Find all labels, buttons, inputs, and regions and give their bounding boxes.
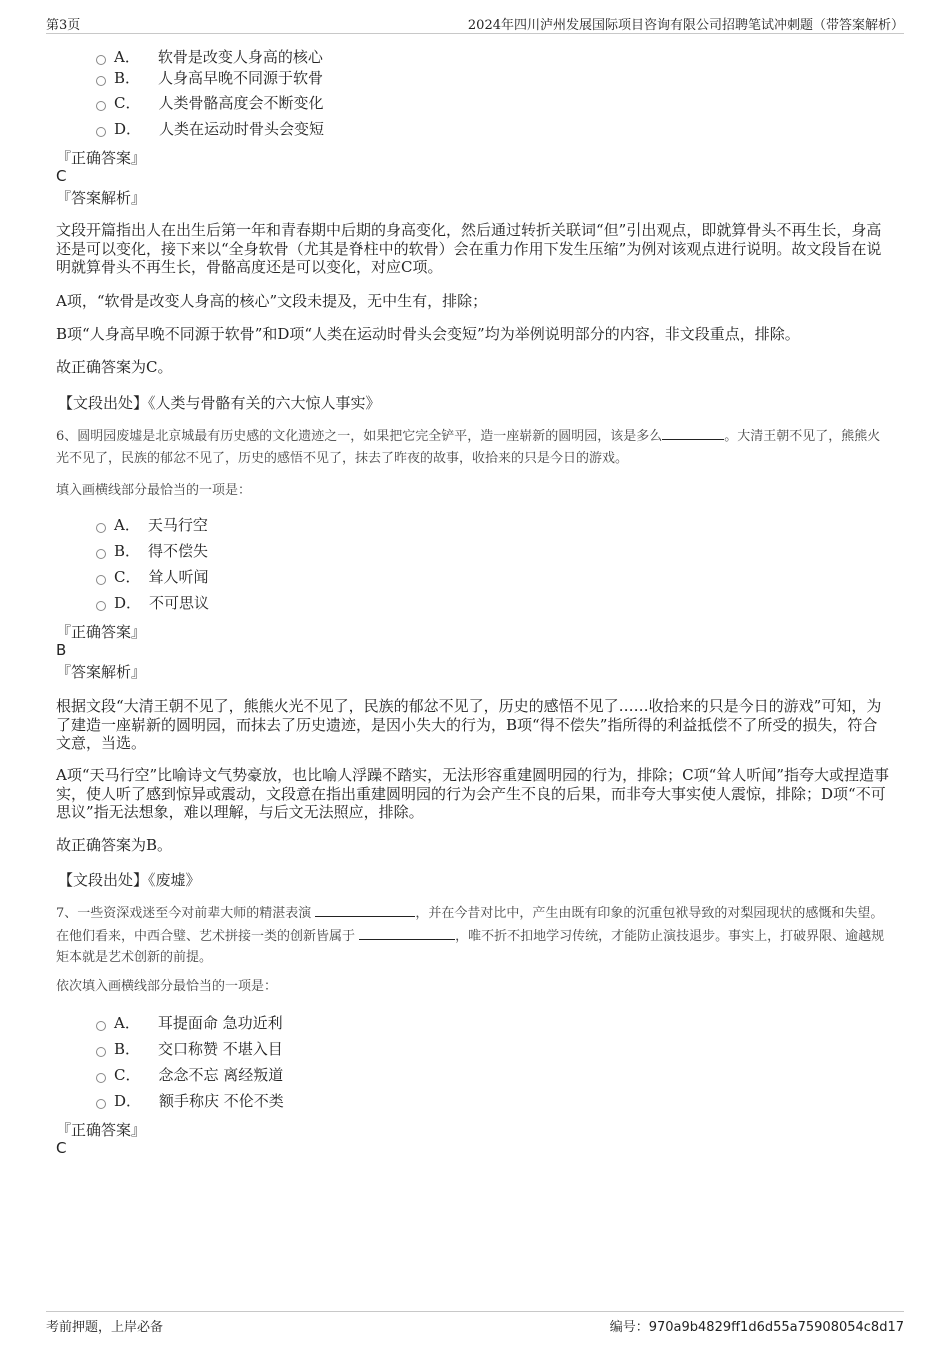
document-title: 2024年四川泸州发展国际项目咨询有限公司招聘笔试冲刺题（带答案解析） xyxy=(467,18,904,33)
q6-option-b[interactable]: B． 得不偿失 xyxy=(96,540,208,562)
radio-icon[interactable] xyxy=(96,1073,106,1083)
q6-option-c[interactable]: C． 耸人听闻 xyxy=(96,566,209,588)
q6-analysis-label: 『答案解析』 xyxy=(56,663,147,681)
page-number: 第3页 xyxy=(46,18,81,33)
radio-icon[interactable] xyxy=(96,575,106,585)
q5-option-c[interactable]: C． 人类骨骼高度会不断变化 xyxy=(96,92,324,114)
q7-option-d[interactable]: D． 额手称庆 不伦不类 xyxy=(96,1090,284,1112)
q5-analysis-paragraph: 文段开篇指出人在出生后第一年和青春期中后期的身高变化，然后通过转折关联词“但”引出观点，即就算骨头不再生长，身高还是可以变化，接下来以“全身软骨（尤其是脊柱中的软骨）会在重力作用下发生压缩”为例对该观点进行说明。故文段旨在说明就算骨头不再生长，骨骼高度还是可以变化，对应C项。 xyxy=(56,221,882,276)
q6-analysis-paragraph: 故正确答案为B。 xyxy=(56,836,173,854)
q6-option-d[interactable]: D． 不可思议 xyxy=(96,592,209,614)
page-header xyxy=(46,12,904,34)
q5-answer-label: 『正确答案』 xyxy=(56,149,147,167)
page-footer xyxy=(46,1311,904,1338)
radio-icon[interactable] xyxy=(96,1021,106,1031)
q7-option-b[interactable]: B． 交口称赞 不堪入目 xyxy=(96,1038,283,1060)
q7-stem: 7、一些资深戏迷至今对前辈大师的精湛表演 ，并在今昔对比中，产生由既有印象的沉重包袱导致的对梨园现状的感慨和失望。在他们看来，中西合璧、艺术拼接一类的创新皆属于 ，唯不折不扣地学习传统，才能防止演技退步。事实上，打破界限、逾越规矩本就是艺术创新的前提。 xyxy=(56,902,892,969)
q5-analysis-label: 『答案解析』 xyxy=(56,189,147,207)
q5-option-d[interactable]: D． 人类在运动时骨头会变短 xyxy=(96,118,324,140)
q7-option-a[interactable]: A． 耳提面命 急功近利 xyxy=(96,1012,283,1034)
q6-answer: B xyxy=(56,641,67,659)
q5-answer: C xyxy=(56,167,67,185)
q6-stem: 6、圆明园废墟是北京城最有历史感的文化遗迹之一，如果把它完全铲平，造一座崭新的圆明园，该是多么 。大清王朝不见了，熊熊火光不见了，民族的郁忿不见了，历史的感悟不见了，抹去了昨夜的故事，收拾来的只是今日的游戏。 xyxy=(56,425,892,469)
radio-icon[interactable] xyxy=(96,1047,106,1057)
document-code: 编号：970a9b4829ff1d6d55a75908054c8d17 xyxy=(609,1320,904,1335)
q5-option-b[interactable]: B． 人身高早晚不同源于软骨 xyxy=(96,67,323,89)
q7-answer: C xyxy=(56,1139,67,1157)
answer-blank xyxy=(662,425,724,440)
radio-icon[interactable] xyxy=(96,55,106,65)
q6-analysis-paragraph: 根据文段“大清王朝不见了，熊熊火光不见了，民族的郁忿不见了，历史的感悟不见了……收拾来的只是今日的游戏”可知，为了建造一座崭新的圆明园，而抹去了历史遗迹，是因小失大的行为，B项“得不偿失”指所得的利益抵偿不了所受的损失，符合文意，当选。 xyxy=(56,697,882,752)
q5-analysis-paragraph: 故正确答案为C。 xyxy=(56,358,173,376)
answer-blank xyxy=(315,902,415,917)
q7-answer-label: 『正确答案』 xyxy=(56,1121,147,1139)
radio-icon[interactable] xyxy=(96,523,106,533)
q7-prompt: 依次填入画横线部分最恰当的一项是： xyxy=(56,979,278,994)
q5-option-a[interactable]: A． 软骨是改变人身高的核心 xyxy=(96,46,323,68)
q5-source: 【文段出处】《人类与骨骼有关的六大惊人事实》 xyxy=(58,394,381,412)
q6-prompt: 填入画横线部分最恰当的一项是： xyxy=(56,483,252,498)
q6-source: 【文段出处】《废墟》 xyxy=(58,871,201,889)
q5-analysis-paragraph: A项，“软骨是改变人身高的核心”文段未提及，无中生有，排除； xyxy=(56,292,488,310)
radio-icon[interactable] xyxy=(96,76,106,86)
radio-icon[interactable] xyxy=(96,127,106,137)
footer-slogan: 考前押题，上岸必备 xyxy=(46,1320,164,1335)
q7-option-c[interactable]: C． 念念不忘 离经叛道 xyxy=(96,1064,283,1086)
q6-analysis-paragraph: A项“天马行空”比喻诗文气势豪放，也比喻人浮躁不踏实，无法形容重建圆明园的行为，排除；C项“耸人听闻”指夸大或捏造事实，使人听了感到惊异或震动，文段意在指出重建圆明园的行为会产生不良的后果，而非夸大事实使人震惊，排除；D项“不可思议”指无法想象，难以理解，与后文无法照应，排除。 xyxy=(56,766,889,821)
radio-icon[interactable] xyxy=(96,101,106,111)
radio-icon[interactable] xyxy=(96,549,106,559)
radio-icon[interactable] xyxy=(96,601,106,611)
q6-answer-label: 『正确答案』 xyxy=(56,623,147,641)
q6-option-a[interactable]: A． 天马行空 xyxy=(96,514,208,536)
radio-icon[interactable] xyxy=(96,1099,106,1109)
q5-analysis-paragraph: B项“人身高早晚不同源于软骨”和D项“人类在运动时骨头会变短”均为举例说明部分的内容，非文段重点，排除。 xyxy=(56,325,800,343)
answer-blank xyxy=(359,925,455,940)
